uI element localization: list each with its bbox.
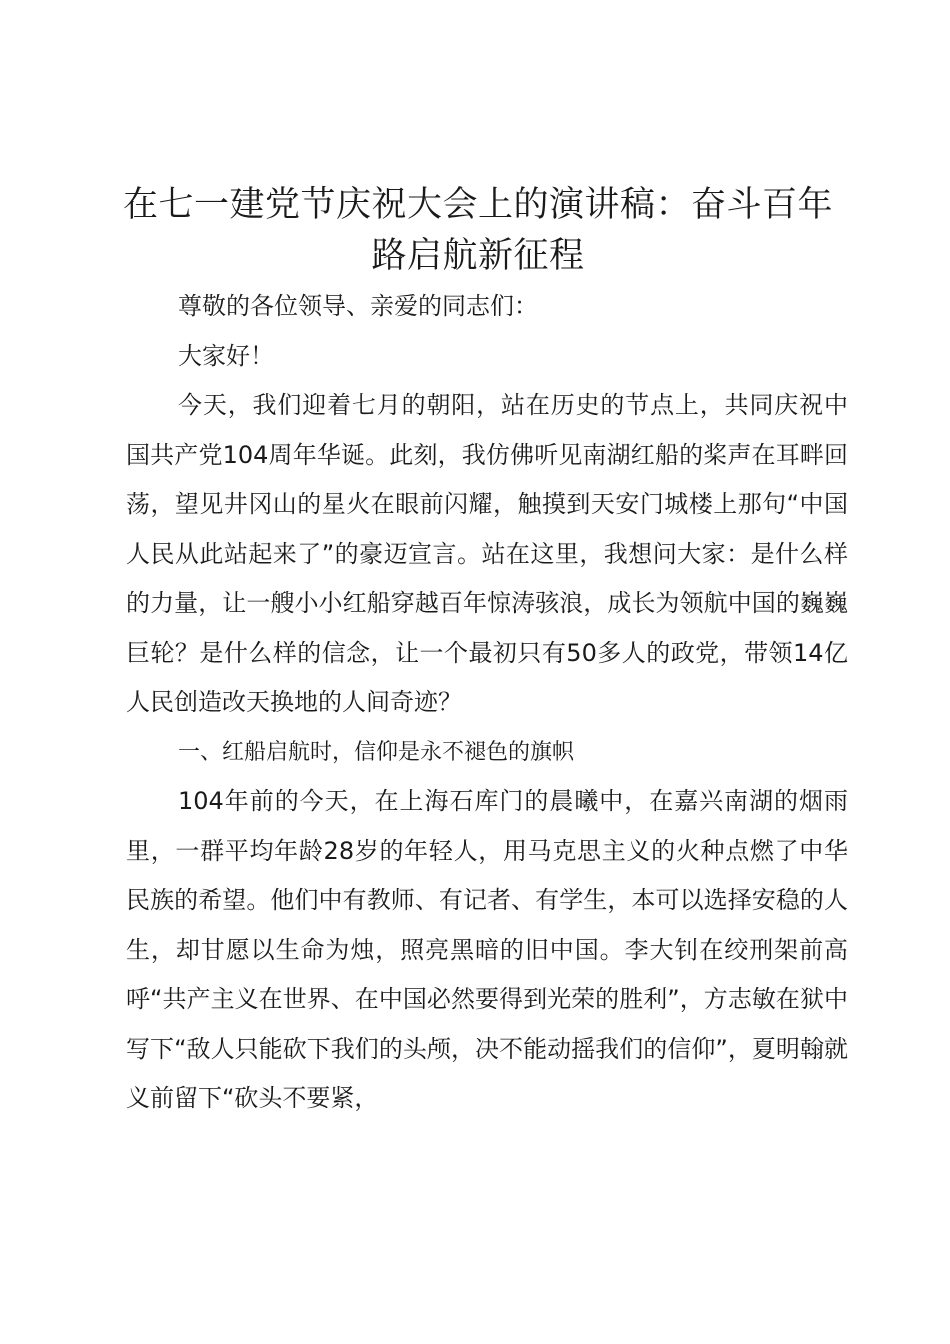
salutation: 尊敬的各位领导、亲爱的同志们： [178, 292, 538, 320]
section-paragraph: 104年前的今天，在上海石库门的晨曦中，在嘉兴南湖的烟雨里，一群平均年龄28岁的年轻人，用马克思主义的火种点燃了中华民族的希望。他们中有教师、有记者、有学生，本可以选择安稳的人生，却甘愿以生命为烛，照亮黑暗的旧中国。李大钊在绞刑架前高呼“共产主义在世界、在中国必然要得到光荣的胜利”，方志敏在狱中写下“敌人只能砍下我们的头颅，决不能动摇我们的信仰”，夏明翰就义前留下“砍头不要紧， [126, 787, 848, 1112]
section-heading: 一、红船启航时，信仰是永不褪色的旗帜 [178, 739, 575, 765]
document-body [126, 282, 848, 1124]
intro-paragraph: 今天，我们迎着七月的朝阳，站在历史的节点上，共同庆祝中国共产党104周年华诞。此刻，我仿佛听见南湖红船的桨声在耳畔回荡，望见井冈山的星火在眼前闪耀，触摸到天安门城楼上那句“中国人民从此站起来了”的豪迈宣言。站在这里，我想问大家：是什么样的力量，让一艘小小红船穿越百年惊涛骇浪，成长为领航中国的巍巍巨轮？是什么样的信念，让一个最初只有50多人的政党，带领14亿人民创造改天换地的人间奇迹？ [126, 391, 848, 716]
greeting: 大家好！ [178, 341, 274, 370]
document-title: 在七一建党节庆祝大会上的演讲稿：奋斗百年路启航新征程 [122, 185, 833, 276]
